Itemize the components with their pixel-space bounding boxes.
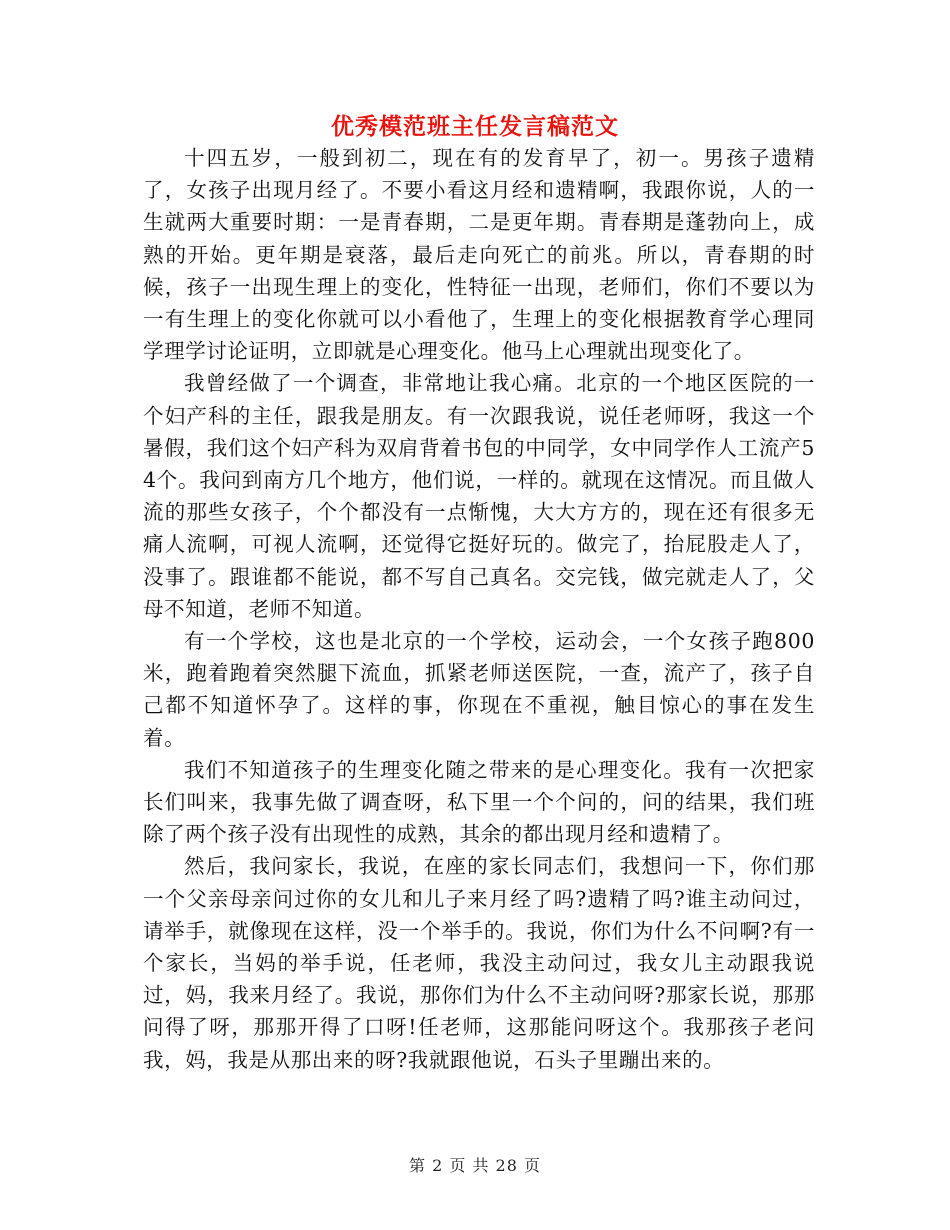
document-title: 优秀模范班主任发言稿范文	[331, 113, 619, 140]
footer-prefix: 第	[408, 1156, 426, 1175]
paragraph: 我们不知道孩子的生理变化随之带来的是心理变化。我有一次把家长们叫来，我事先做了调查呀，私下里一个个问的，问的结果，我们班除了两个孩子没有出现性的成熟，其余的都出现月经和遗精了。	[143, 757, 815, 847]
footer-page-number: 2	[432, 1156, 444, 1175]
footer-middle: 页 共	[449, 1156, 490, 1175]
paragraph: 有一个学校，这也是北京的一个学校，运动会，一个女孩子跑800米，跑着跑着突然腿下流血，抓紧老师送医院，一查，流产了，孩子自己都不知道怀孕了。这样的事，你现在不重视，触目惊心的事在发生着。	[143, 629, 815, 750]
document-body	[143, 142, 815, 1076]
paragraph: 十四五岁，一般到初二，现在有的发育早了，初一。男孩子遗精了，女孩子出现月经了。不要小看这月经和遗精啊，我跟你说，人的一生就两大重要时期：一是青春期，二是更年期。青春期是蓬勃向上，成熟的开始。更年期是衰落，最后走向死亡的前兆。所以，青春期的时候，孩子一出现生理上的变化，性特征一出现，老师们，你们不要以为一有生理上的变化你就可以小看他了，生理上的变化根据教育学心理同学理学讨论证明，立即就是心理变化。他马上心理就出现变化了。	[143, 146, 815, 364]
footer-total-pages: 28	[495, 1156, 518, 1175]
page-footer	[0, 1153, 950, 1176]
paragraph: 然后，我问家长，我说，在座的家长同志们，我想问一下，你们那一个父亲母亲问过你的女儿和儿子来月经了吗?遗精了吗?谁主动问过，请举手，就像现在这样，没一个举手的。我说，你们为什么不问啊?有一个家长，当妈的举手说，任老师，我没主动问过，我女儿主动跟我说过，妈，我来月经了。我说，那你们为什么不主动问呀?那家长说，那那问得了呀，那那开得了口呀!任老师，这那能问呀这个。我那孩子老问我，妈，我是从那出来的呀?我就跟他说，石头子里蹦出来的。	[143, 854, 815, 1072]
paragraph: 我曾经做了一个调查，非常地让我心痛。北京的一个地区医院的一个妇产科的主任，跟我是朋友。有一次跟我说，说任老师呀，我这一个暑假，我们这个妇产科为双肩背着书包的中同学，女中同学作人工流产54个。我问到南方几个地方，他们说，一样的。就现在这情况。而且做人流的那些女孩子，个个都没有一点惭愧，大大方方的，现在还有很多无痛人流啊，可视人流啊，还觉得它挺好玩的。做完了，抬屁股走人了，没事了。跟谁都不能说，都不写自己真名。交完钱，做完就走人了，父母不知道，老师不知道。	[143, 371, 815, 621]
footer-suffix: 页	[524, 1156, 542, 1175]
